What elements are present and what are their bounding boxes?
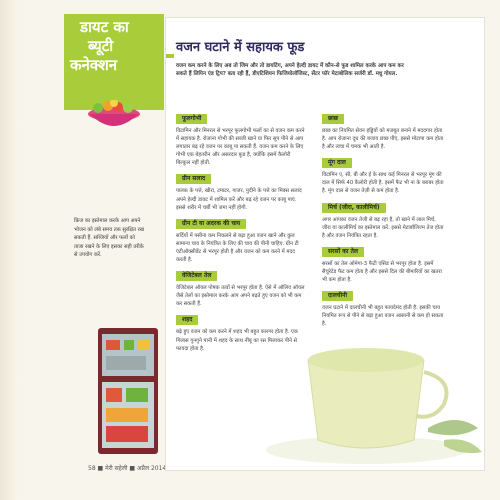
title-accent-bar (166, 54, 174, 58)
section-body: विटामिन और मिनरल से भरपूर फूलगोभी फलों का से वजन कम करने में सहायक है. रोजाना गोभी की सब्जी खाने या फिर सूप पीने से आप लगातार बढ़ रहे वजन पर काबू पा सकती हैं. वजन कम करने के लिए गोभी एक बेहतरीन और असरदार फ़ूड है, क्योंकि इसमें कैलोरी बिल्कुल नहीं होती. (176, 128, 305, 167)
section-heading: मूंग दाल (322, 158, 352, 168)
brand-line-3: कनेक्शन (70, 56, 118, 74)
page-folio: 58 ■ मेरी सहेली ■ अप्रैल 2014 (88, 465, 167, 472)
sidebar-text: फ्रिज का इस्तेमाल करके आप अपने भोजन को लंबे समय तक सुरक्षित रख सकती हैं. सब्जियों और फलों को ताजा रखने के लिए इसका सही तरीके से उपयोग करें. (74, 218, 144, 259)
section-body: सरसों का तेल ओमेगा-3 फैटी एसिड से भरपूर होता है. इसमें सैचुरेटेड फैट कम होता है और इससे दिल की बीमारियों का खतरा भी कम होता है. (322, 260, 442, 284)
section-body: विटामिन ए, सी, बी और ई के साथ कई मिनरल से भरपूर मूंग की दाल में सिर्फ 40 कैलोरी होती है. इसमें फैट भी ना के बराबर होता है. मूंग दाल से वजन तेज़ी से कम होता है. (322, 172, 444, 195)
brand-line-2: ब्यूटी (88, 37, 114, 55)
section-heading: शहद (176, 315, 198, 325)
section-body: सर्दियों में पसीना कम निकलने से बढ़ा हुआ वजन खाने और कुल सामान्य चाय के नियंत्रित के लिए की चाय की पीनी चाहिए. ग्रीन टी एंटीऑक्सीडेंट से भरपूर होती है और वजन को कम करने में मदद करती है. (176, 232, 299, 264)
fruit-bowl-image (84, 100, 144, 132)
section-heading: सरसों का तेल (322, 247, 364, 257)
section-moong-dal (322, 158, 446, 195)
section-green-tea (176, 219, 306, 264)
section-heading: दालचीनी (322, 291, 353, 301)
section-green-salad (176, 174, 306, 211)
refrigerator-image (96, 326, 160, 456)
section-body: वजन घटाने में दालचीनी भी बहुत फायदेमंद होती है. इसकी चाय नियमित रूप से पीने से बढ़ा हुआ वजन आसानी से कम हो सकता है. (322, 305, 444, 328)
green-tea-cup-image (248, 300, 484, 470)
section-body: अगर आपका वजन तेजी से बढ़ रहा है, तो खाने में लाल मिर्च, जीरा या कालीमिर्च का इस्तेमाल करें. इससे मेटाबॉलिज्म तेज होता है और वजन नियंत्रित रहता है. (322, 216, 444, 239)
section-heading: मिर्च (जीरा, कालीमिर्च) (322, 203, 386, 213)
section-body: पालक के पत्ते, खीरा, टमाटर, गाजर, पुदीने के पत्ते का मिक्स सलाद अपने हेल्दी डायट में शामिल करें और बढ़ रहे वजन पर काबू पाएं. इससे शरीर में चर्बी भी जमा नहीं होगी. (176, 188, 302, 211)
article-title: वजन घटाने में सहायक फूड (176, 40, 305, 55)
article-intro: वजन कम करने के लिए अब तो जिम और तो डायटिंग, अपने हेल्दी डायट में कौन-से फूड शामिल करके आप कम कर सकते हैं लिपिन एंड ट्रिप? बता रही हैं, डीएटिशियन फिजियोलॉजिस्ट, सेंटर फॉर मेटाबोलिक सर्जरी डॉ. मधु गोयल. (176, 63, 404, 78)
section-heading: छाछ (322, 114, 344, 124)
section-body: वेजिटेबल ऑयल पोषक तत्वों से भरपूर होता है. ऐसे में ऑलिव ऑयल जैसे तेलों का इस्तेमाल करके आप अपने बढ़ते हुए वजन को भी कम कर सकती हैं. (176, 285, 305, 308)
section-cauliflower (176, 114, 306, 167)
section-buttermilk (322, 114, 446, 151)
section-body: छाछ का नियमित सेवन हड्डियों को मजबूत बनाने में मददगार होता है. आप रोजाना दूध की बजाय छाछ पीएं, इससे मोटापा कम होता है और त्वचा में चमक भी आती है. (322, 128, 444, 151)
section-mustard-oil (322, 247, 446, 284)
section-heading: ग्रीन टी या अदरक की चाय (176, 219, 246, 229)
section-heading: वेजिटेबल तेल (176, 271, 217, 281)
section-body: बढ़े हुए वजन को कम करने में शहद भी बहुत कारगर होता है. एक गिलास गुनगुने पानी में शहद के साथ नींबू का रस मिलाकर पीने से फायदा होता है. (176, 329, 298, 352)
section-spices (322, 203, 446, 240)
brand-title (70, 18, 162, 75)
section-heading: ग्रीन सलाद (176, 174, 211, 184)
brand-line-1: डायट का (80, 18, 129, 36)
section-heading: फूलगोभी (176, 114, 207, 124)
